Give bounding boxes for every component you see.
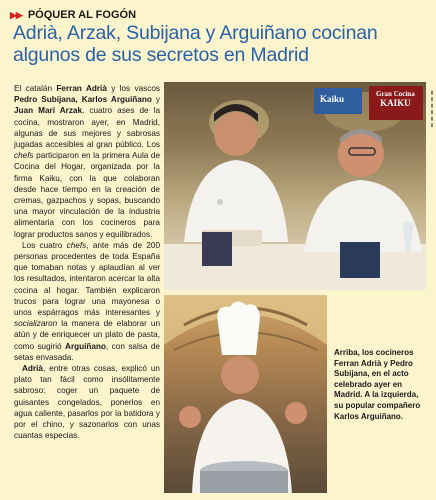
sign-line-1: Gran Cocina <box>376 90 415 98</box>
kaiku-sign: Kaiku <box>316 92 348 106</box>
text-run: participaron en la primera Aula de Cocina del Hogar, organizada por la firma Kaiku, con la que colaboran desde hace tiempo en la creación de cremas, gazpachos y sopas, buscando una mayor vinculación de la industria alimentaria con los cocineros para lograr productos sanos y equilibrados. <box>14 151 160 239</box>
section-rubric <box>10 9 136 21</box>
section-rubric-label: PÓQUER AL FOGÓN <box>27 9 137 21</box>
italic-chefs: chefs <box>66 240 87 250</box>
side-credit: ▮▮▮▮▮▮ <box>429 90 435 129</box>
double-arrow-icon: ▶▶ <box>10 9 22 20</box>
photo-caption: Arriba, los cocineros Ferran Adrià y Pedro Subijana, en el acto celebrado ayer en Madrid. A la izquierda, su popular compañero Karlos Arguiñano. <box>334 348 421 421</box>
text-run: y <box>151 95 160 105</box>
sign-line-2: KAIKU <box>380 98 411 108</box>
text-run: , entre otras cosas, explicó un plato tan fácil como insólitamente sabroso: coger un paquete de guisantes congelados, ponerlos en agua caliente, pasarlos por la batidora y por el chino, y sazonarlos con unas cuantas especias. <box>14 364 160 441</box>
italic-socializaron: socializaron <box>14 319 58 329</box>
photo-illustration <box>164 295 327 493</box>
article-headline: Adrià, Arzak, Subijana y Arguiñano cocinan algunos de sus secretos en Madrid <box>13 22 378 66</box>
text-run: Los cuatro <box>22 240 67 250</box>
article-body <box>14 83 160 442</box>
names-subijana-arguinano: Pedro Subijana, Karlos Arguiñano <box>14 95 152 105</box>
name-arguinano: Arguiñano <box>65 341 106 351</box>
photo-adria-subijana <box>164 82 426 290</box>
text-run: El catalán <box>14 84 57 93</box>
paragraph-3 <box>14 363 160 441</box>
text-run: , cuatro ases de la cocina, mostraron ayer, en Madrid, algunas de sus mejores y sabrosas jugadas accesibles al gran público. Los <box>14 106 160 150</box>
paragraph-1 <box>14 83 160 240</box>
italic-chefs: chefs <box>14 151 34 161</box>
text-run: , con salsa de setas envasada. <box>14 341 160 362</box>
name-juan-mari-arzak: Juan Mari Arzak <box>14 106 83 116</box>
name-adria: Adrià <box>22 364 43 374</box>
gran-cocina-kaiku-sign <box>372 88 419 110</box>
photo-illustration <box>164 82 426 290</box>
name-ferran-adria: Ferran Adrià <box>56 84 107 93</box>
text-run: la manera de elaborar un atún y de enriquecer un plato de pasta, como sugirió <box>14 319 160 351</box>
text-run: y los vascos <box>106 84 160 93</box>
paragraph-2 <box>14 240 160 363</box>
photo-arguinano <box>164 295 327 493</box>
text-run: , ante más de 200 personas procedentes de toda España que tomaban notas y aplaudían al ver los resultados, intentaron acercar la alta cocina al hogar. También explicaron trucos para lograr una mayonesa o unos espárragos más interesantes y <box>14 240 161 318</box>
